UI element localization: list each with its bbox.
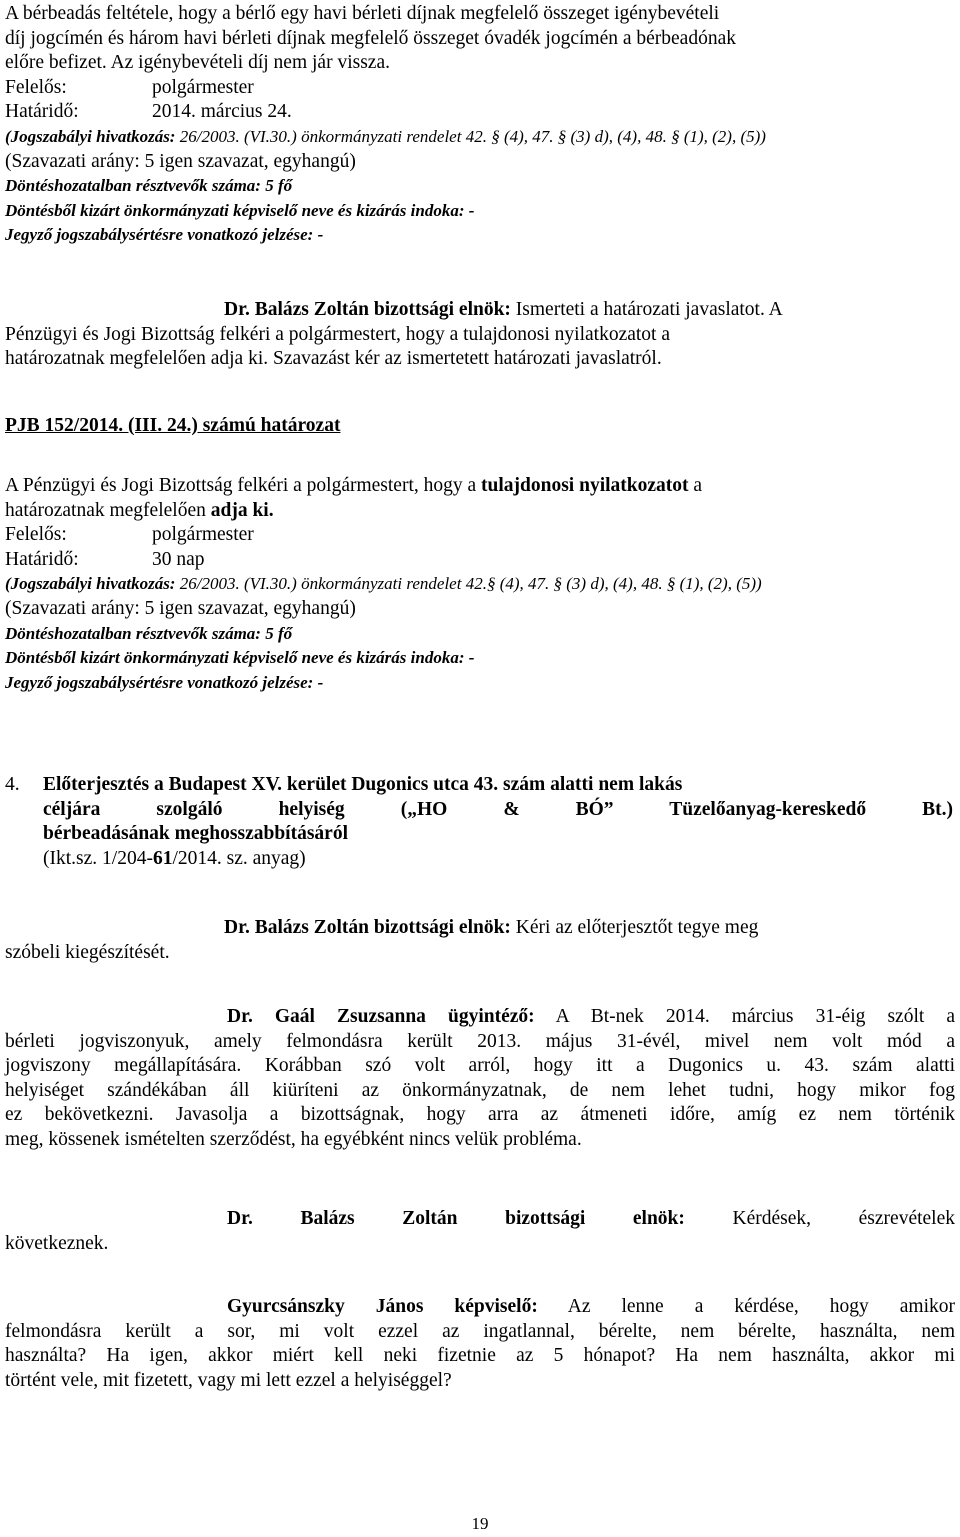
law-reference-text: 26/2003. (VI.30.) önkormányzati rendelet 42. § (4), 47. § (3) d), (4), 48. § (1), (2), (5))	[175, 126, 766, 146]
chair-questions-block: Dr. Balázs Zoltán bizottsági elnök: Kérdések, észrevételek következnek.	[5, 1207, 955, 1256]
body-line: Pénzügyi és Jogi Bizottság felkéri a polgármestert, hogy a tulajdonosi nyilatkozatot a	[5, 323, 671, 345]
responsible-label: Felelős:	[5, 524, 67, 546]
body-line: bérleti jogviszonyuk, amely felmondásra került 2013. május 31-évél, mivel nem volt mód a	[5, 1030, 955, 1052]
representative-question-block: Gyurcsánszky János képviselő: Az lenne a kérdése, hogy amikor felmondásra került a sor, mi volt ezzel az ingatlannal, bérelte, nem bérelte, használta, nem használta? Ha igen, akkor miért kell neki fizetnie az 5 hónapot? Ha nem használta, akkor mi történt vele, mit fizetett, vagy mi lett ezzel a helyiséggel?	[5, 1295, 955, 1393]
body-line: szóbeli kiegészítését.	[5, 941, 170, 963]
responsible-line	[5, 523, 955, 548]
participants-count: Döntéshozatalban résztvevők száma: 5 fő	[5, 176, 293, 196]
speaker-name: Dr. Balázs Zoltán bizottsági elnök:	[224, 917, 511, 938]
resolution-text-line: határozatnak megfelelően adja ki.	[5, 499, 274, 521]
body-line: díj jogcímén és három havi bérleti díjnak megfelelő összeget óvadék jogcímén a bérbeadónak	[5, 27, 736, 49]
deadline-label: Határidő:	[5, 101, 79, 123]
body-line: előre befizet. Az igénybevételi díj nem jár vissza.	[5, 52, 390, 74]
speaker-name: Dr. Balázs Zoltán bizottsági elnök:	[227, 1208, 685, 1229]
body-line: A bérbeadás feltétele, hogy a bérlő egy havi bérleti díjnak megfelelő összeget igénybevételi	[5, 3, 720, 24]
chair-proposal-block	[5, 298, 955, 372]
body-line: következnek.	[5, 1232, 109, 1254]
agenda-reference: (Ikt.sz. 1/204-61/2014. sz. anyag)	[43, 847, 306, 869]
agenda-item-number: 4.	[5, 774, 20, 795]
resolution-block	[5, 474, 955, 695]
responsible-line	[5, 76, 955, 101]
deadline-line	[5, 100, 955, 125]
resolution-title: PJB 152/2014. (III. 24.) számú határozat	[5, 415, 341, 436]
page-number: 19	[471, 1514, 489, 1533]
law-reference-label: (Jogszabályi hivatkozás:	[5, 126, 176, 146]
chair-proposal-text: Dr. Balázs Zoltán bizottsági elnök: Ismerteti a határozati javaslatot. A	[224, 299, 783, 320]
agenda-item	[5, 773, 953, 871]
deadline-value: 2014. március 24.	[152, 101, 292, 123]
deadline-label: Határidő:	[5, 548, 79, 570]
body-line: felmondásra került a sor, mi volt ezzel az ingatlannal, bérelte, nem bérelte, használta, nem	[5, 1320, 955, 1342]
vote-ratio: (Szavazati arány: 5 igen szavazat, egyhangú)	[5, 150, 356, 172]
excluded-members: Döntésből kizárt önkormányzati képviselő neve és kizárás indoka: -	[5, 200, 475, 220]
deadline-value: 30 nap	[152, 548, 205, 570]
chair-request-block: Dr. Balázs Zoltán bizottsági elnök: Kéri az előterjesztőt tegye meg szóbeli kiegészítését.	[5, 916, 955, 965]
law-reference	[5, 572, 955, 597]
participants-count: Döntéshozatalban résztvevők száma: 5 fő	[5, 623, 293, 643]
excluded-members: Döntésből kizárt önkormányzati képviselő neve és kizárás indoka: -	[5, 648, 475, 668]
agenda-title-line: céljára szolgáló helyiség („HO & BÓ” Tüzelőanyag-kereskedő Bt.)	[43, 798, 953, 820]
law-reference	[5, 125, 955, 150]
speaker-name: Dr. Balázs Zoltán bizottsági elnök:	[224, 299, 511, 320]
body-line: történt vele, mit fizetett, vagy mi lett ezzel a helyiséggel?	[5, 1369, 452, 1391]
body-line: helyiséget szándékában áll kiüríteni az önkormányzatnak, de nem lehet tudni, hogy mikor fog	[5, 1079, 955, 1101]
lease-conditions-block	[5, 2, 955, 248]
resolution-text-line: A Pénzügyi és Jogi Bizottság felkéri a polgármestert, hogy a tulajdonosi nyilatkozatot a	[5, 475, 703, 496]
speaker-name: Dr. Gaál Zsuzsanna ügyintéző:	[227, 1006, 535, 1027]
body-line: meg, kössenek ismételten szerződést, ha egyébként nincs velük probléma.	[5, 1128, 582, 1150]
law-reference-text: 26/2003. (VI.30.) önkormányzati rendelet 42.§ (4), 47. § (3) d), (4), 48. § (1), (2), (5))	[175, 574, 762, 594]
notary-remark: Jegyző jogszabálysértésre vonatkozó jelzése: -	[5, 672, 324, 692]
body-line: határozatnak megfelelően adja ki. Szavazást kér az ismertetett határozati javaslatról.	[5, 348, 662, 370]
speaker-name: Gyurcsánszky János képviselő:	[227, 1296, 538, 1317]
agenda-title-line: bérbeadásának meghosszabbításáról	[43, 823, 348, 845]
agenda-title-line: Előterjesztés a Budapest XV. kerület Dugonics utca 43. szám alatti nem lakás	[43, 774, 683, 795]
body-line: használta? Ha igen, akkor miért kell neki fizetnie az 5 hónapot? Ha nem használta, akkor mi	[5, 1345, 955, 1367]
responsible-value: polgármester	[152, 76, 254, 98]
responsible-label: Felelős:	[5, 76, 67, 98]
body-line: jogviszony megállapítására. Korábban szó volt arról, hogy itt a Dugonics u. 43. szám alatti	[5, 1055, 955, 1077]
clerk-statement-block: Dr. Gaál Zsuzsanna ügyintéző: A Bt-nek 2014. március 31-éig szólt a bérleti jogviszonyuk, amely felmondásra került 2013. május 31-évél, mivel nem volt mód a jogviszony megállapítására. Korábban szó volt arról, hogy itt a Dugonics u. 43. szám alatti helyiséget szándékában áll kiüríteni az önkormányzatnak, de nem lehet tudni, hogy mikor fog ez bekövetkezni. Javasolja a bizottságnak, hogy arra az átmeneti időre, amíg ez nem történik meg, kössenek ismételten szerződést, ha egyébként nincs velük probléma.	[5, 1005, 955, 1153]
deadline-line	[5, 548, 955, 573]
body-line: ez bekövetkezni. Javasolja a bizottságnak, hogy arra az átmeneti időre, amíg ez nem történik	[5, 1104, 955, 1126]
vote-ratio: (Szavazati arány: 5 igen szavazat, egyhangú)	[5, 597, 356, 619]
notary-remark: Jegyző jogszabálysértésre vonatkozó jelzése: -	[5, 225, 324, 245]
responsible-value: polgármester	[152, 524, 254, 546]
law-reference-label: (Jogszabályi hivatkozás:	[5, 574, 176, 594]
